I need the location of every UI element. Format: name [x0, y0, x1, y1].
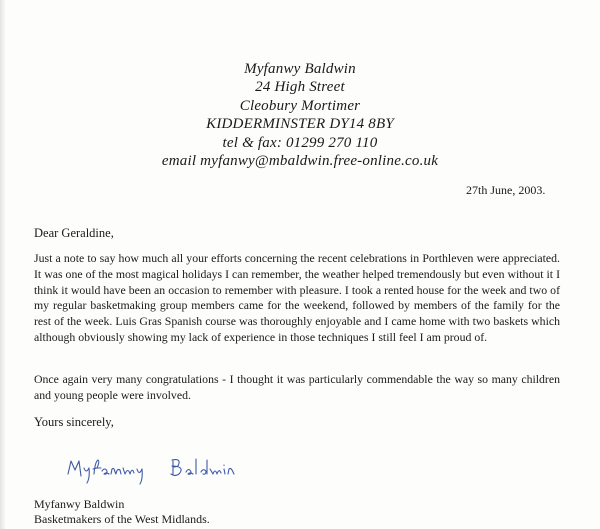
letterhead	[150, 60, 450, 170]
letterhead-email: email myfanwy@mbaldwin.free-online.co.uk	[161, 153, 439, 170]
sender-organisation: Basketmakers of the West Midlands.	[34, 512, 210, 526]
letterhead-town-postcode: KIDDERMINSTER DY14 8BY	[206, 116, 394, 133]
letterhead-village: Cleobury Mortimer	[239, 97, 361, 114]
sender-block	[34, 497, 210, 527]
letterhead-name: Myfanwy Baldwin	[244, 61, 356, 77]
body-paragraph-2: Once again very many congratulations - I thought it was particularly commendable the way so many children and young people were involved.	[34, 372, 560, 402]
closing: Yours sincerely,	[34, 415, 114, 429]
salutation: Dear Geraldine,	[34, 226, 114, 240]
scan-edge-shadow	[0, 0, 6, 529]
letterhead-street: 24 High Street	[255, 79, 345, 96]
body-paragraph-1: Just a note to say how much all your efforts concerning the recent celebrations in Porthleven were appreciated. It was one of the most magical holidays I can remember, the weather helped tremendously but even without it I think it would have been an occasion to remember with pleasure. I took a rented house for the week and two of my regular basketmaking group members came for the weekend, followed by members of the family for the rest of the week. Luis Gras Spanish course was thoroughly enjoyable and I came home with two baskets which although obviously showing my lack of experience in those techniques I still feel I am proud of.	[34, 251, 560, 344]
sender-name: Myfanwy Baldwin	[34, 497, 125, 511]
letter-date: 27th June, 2003.	[466, 183, 546, 197]
letterhead-phone: tel & fax: 01299 270 110	[222, 134, 378, 151]
handwritten-signature	[62, 452, 282, 488]
